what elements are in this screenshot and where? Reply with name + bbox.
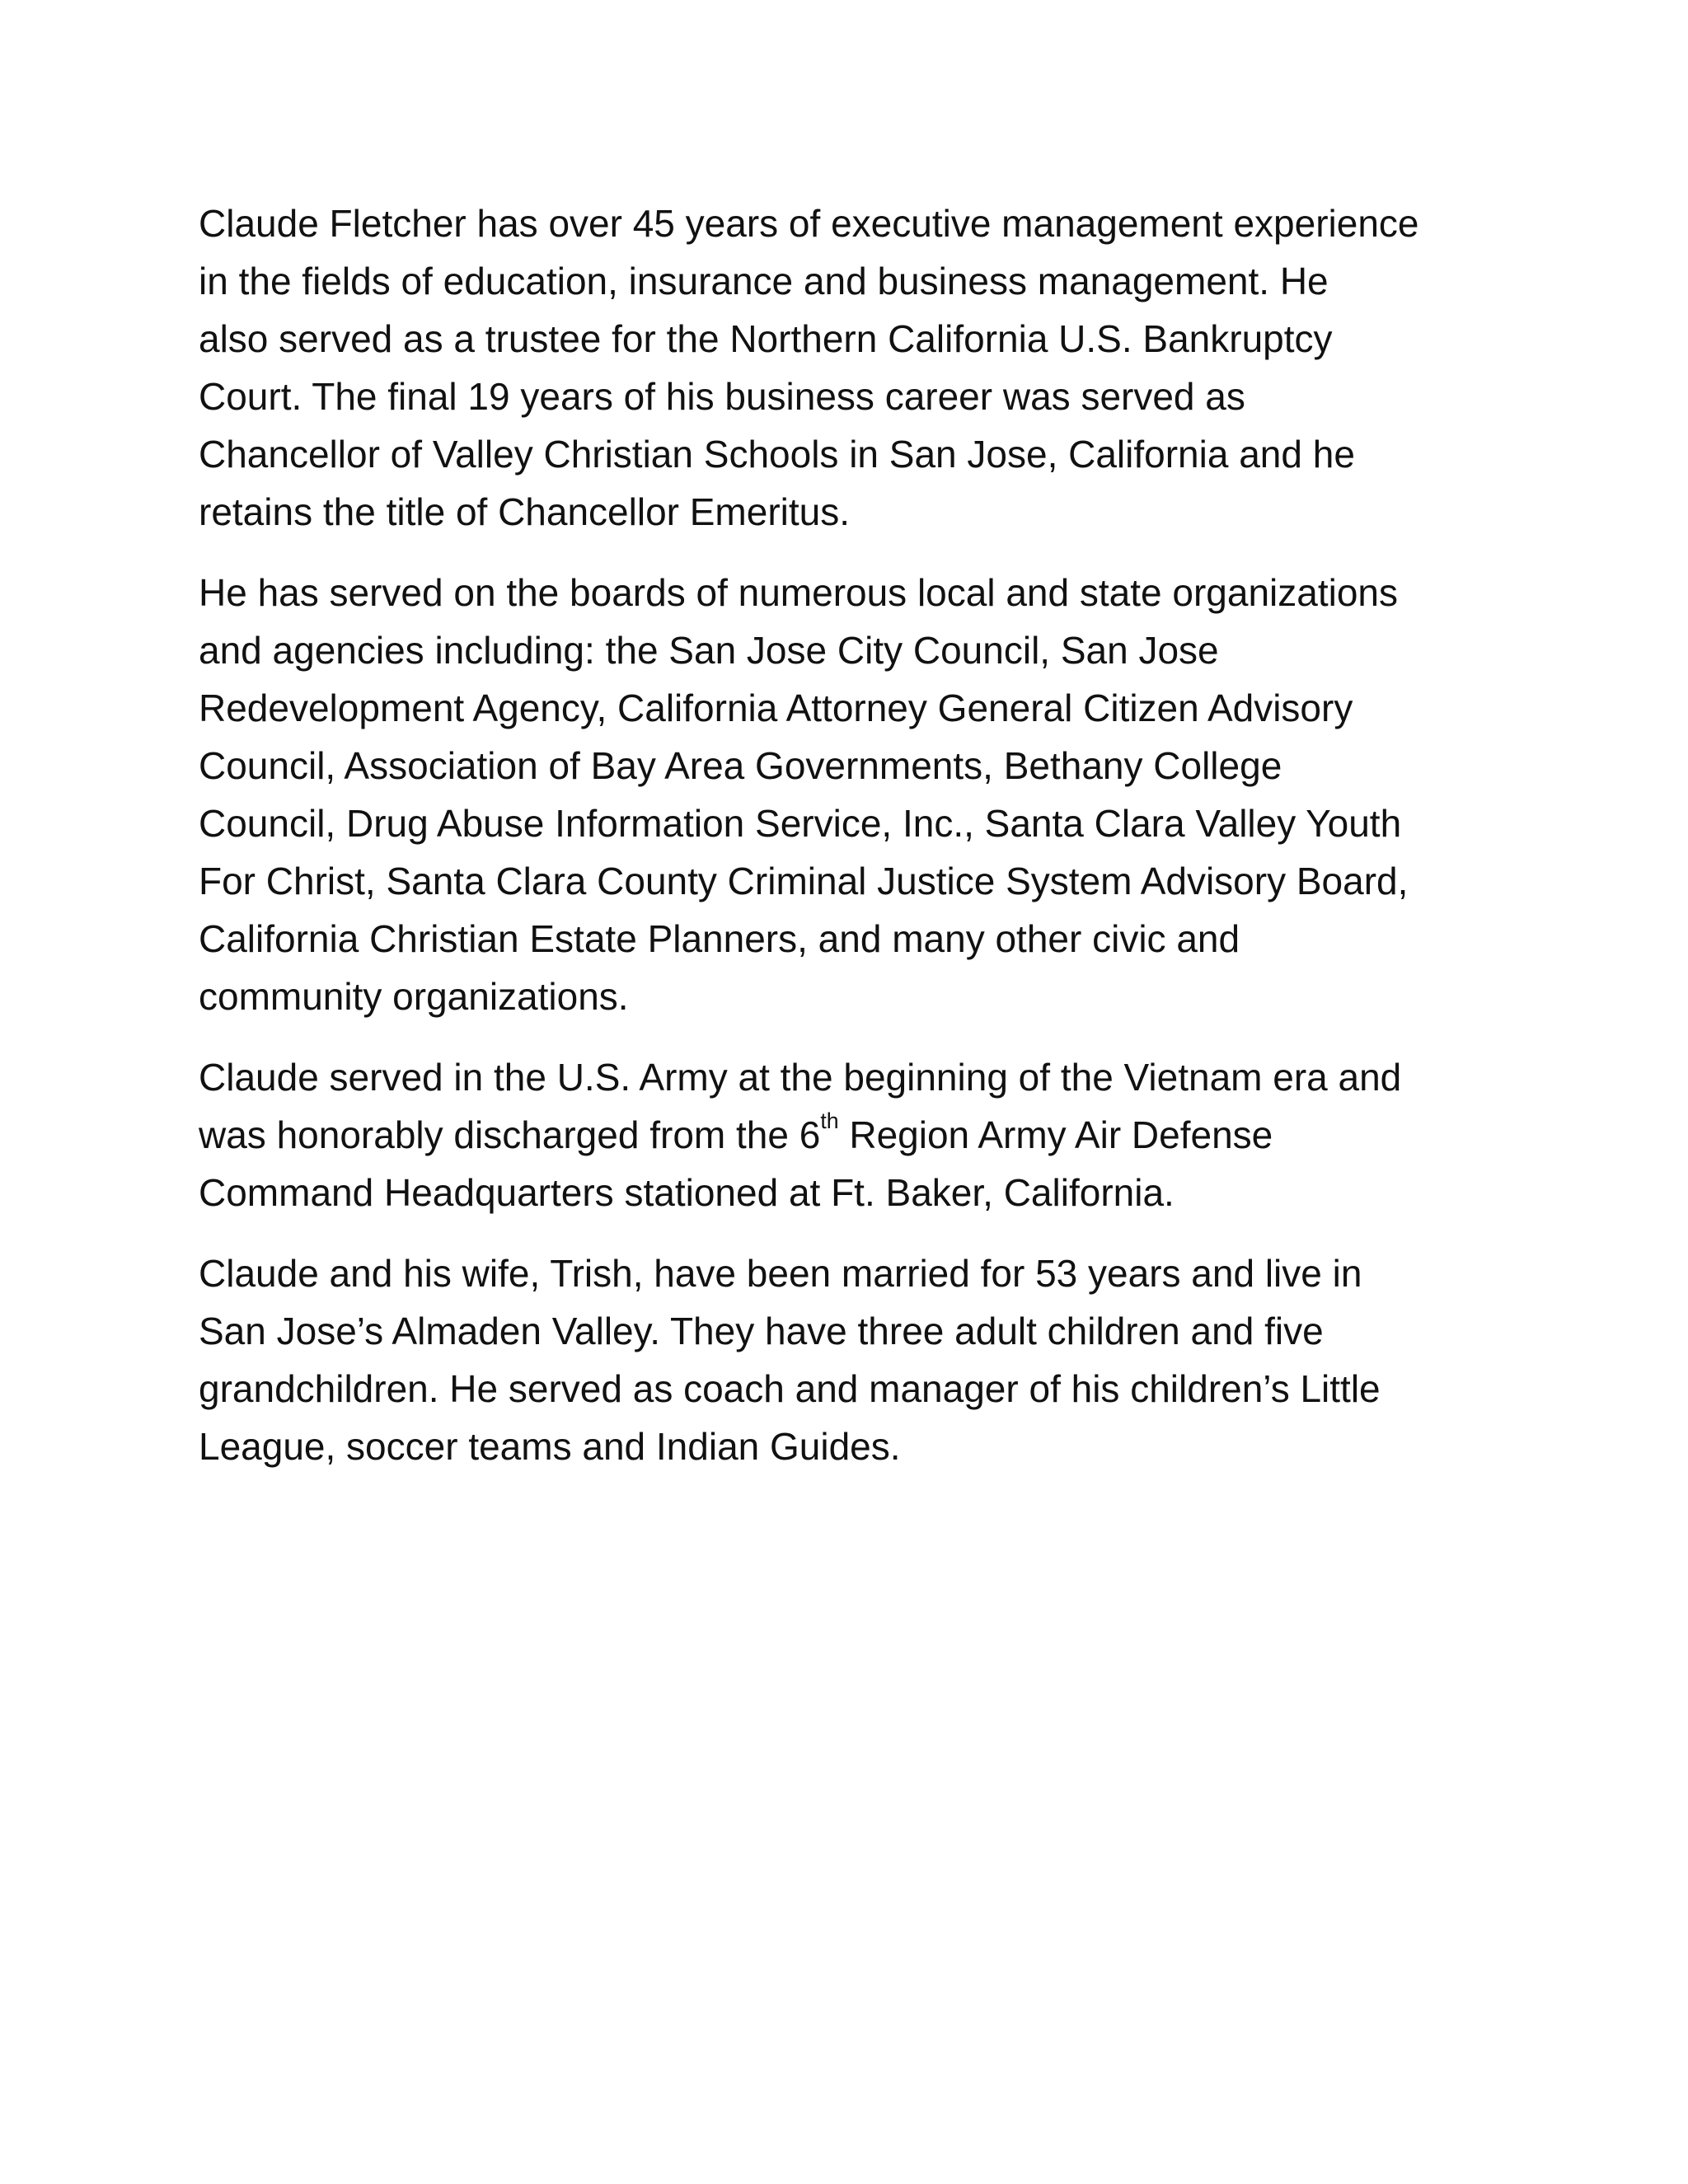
- text-line: grandchildren. He served as coach and manager of his children’s Little: [199, 1367, 1381, 1410]
- text-line: also served as a trustee for the Northern California U.S. Bankruptcy: [199, 317, 1333, 360]
- text-line: Command Headquarters stationed at Ft. Baker, California.: [199, 1171, 1175, 1214]
- text-line: [199, 1106, 1501, 1164]
- text-line: Court. The final 19 years of his business career was served as: [199, 375, 1245, 418]
- text-line: San Jose’s Almaden Valley. They have three adult children and five: [199, 1310, 1324, 1352]
- text-line: retains the title of Chancellor Emeritus.: [199, 490, 851, 533]
- text-line: California Christian Estate Planners, and many other civic and: [199, 917, 1240, 960]
- text-segment: was honorably discharged from the 6: [199, 1113, 821, 1156]
- text-line: Redevelopment Agency, California Attorney General Citizen Advisory: [199, 687, 1353, 729]
- text-line: Council, Association of Bay Area Governments, Bethany College: [199, 744, 1282, 787]
- text-line: Claude and his wife, Trish, have been married for 53 years and live in: [199, 1252, 1362, 1295]
- document-body: [199, 194, 1501, 1498]
- text-line: League, soccer teams and Indian Guides.: [199, 1425, 901, 1468]
- ordinal-suffix: th: [820, 1108, 839, 1133]
- text-line: For Christ, Santa Clara County Criminal Justice System Advisory Board,: [199, 860, 1409, 902]
- paragraph-family: [199, 1244, 1501, 1475]
- text-line: and agencies including: the San Jose City Council, San Jose: [199, 629, 1219, 672]
- text-line: Chancellor of Valley Christian Schools in San Jose, California and he: [199, 433, 1355, 476]
- text-line: Council, Drug Abuse Information Service, Inc., Santa Clara Valley Youth: [199, 802, 1402, 845]
- text-line: community organizations.: [199, 975, 629, 1018]
- paragraph-boards: [199, 564, 1501, 1025]
- paragraph-military: [199, 1048, 1501, 1221]
- text-line: Claude Fletcher has over 45 years of executive management experience: [199, 202, 1419, 245]
- text-line: in the fields of education, insurance and business management. He: [199, 260, 1329, 302]
- paragraph-career: [199, 194, 1501, 541]
- text-segment: Region Army Air Defense: [838, 1113, 1273, 1156]
- text-line: Claude served in the U.S. Army at the beginning of the Vietnam era and: [199, 1056, 1402, 1099]
- text-line: He has served on the boards of numerous local and state organizations: [199, 571, 1398, 614]
